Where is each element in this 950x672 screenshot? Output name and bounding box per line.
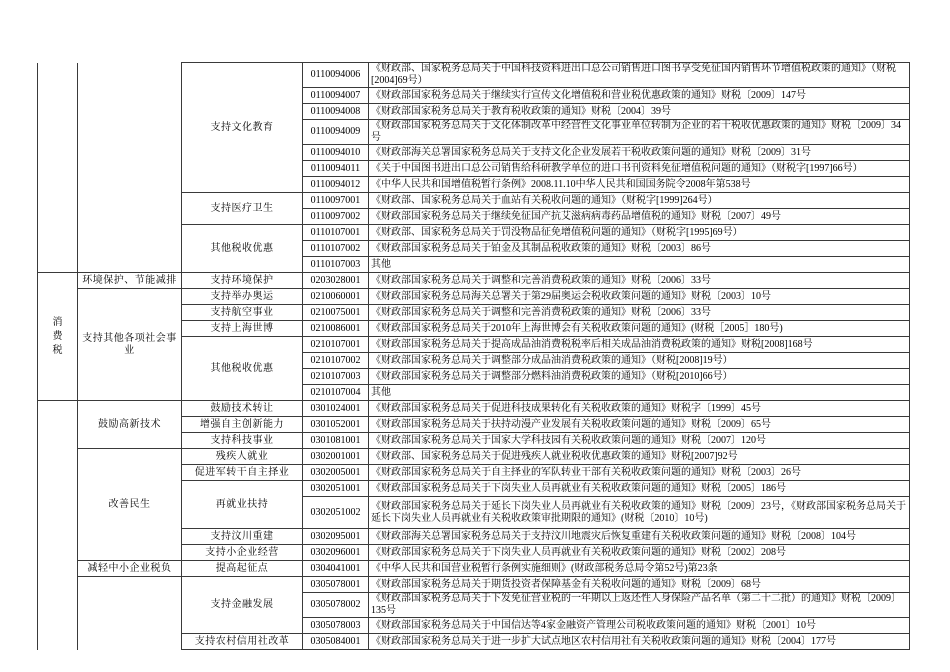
subcategory-cell <box>182 401 303 417</box>
table-row <box>38 273 910 289</box>
subcategory-cell-label: 支持举办奥运 <box>210 290 274 302</box>
code-cell: 0305084001 <box>303 634 369 650</box>
policy-basis-cell: 《财政部国家税务总局关于下发免征营业税的一年期以上返还性人身保险产品名单（第二十二批）的通知》财税〔2009〕135号 <box>369 593 910 618</box>
code-cell: 0110094009 <box>303 120 369 145</box>
subcategory-cell-label: 其他税收优惠 <box>210 362 274 374</box>
policy-basis-cell: 《财政部国家税务总局关于提高成品油消费税税率后相关成品油消费税政策的通知》财税[2008]168号 <box>369 337 910 353</box>
subcategory-cell <box>182 193 303 225</box>
code-cell: 0110094006 <box>303 63 369 88</box>
policy-basis-cell: 《财政部国家税务总局关于促进科技成果转化有关税收政策的通知》财税字〔1999〕45号 <box>369 401 910 417</box>
policy-basis-cell: 《财政部海关总署国家税务总局关于支持汶川地震灾后恢复重建有关税收政策问题的通知》财税〔2008〕104号 <box>369 529 910 545</box>
subcategory-cell-label: 促进军转干自主择业 <box>194 466 290 478</box>
code-cell: 0302096001 <box>303 545 369 561</box>
table-row <box>38 561 910 577</box>
subcategory-cell-label: 支持小企业经营 <box>205 546 279 558</box>
subcategory-cell <box>182 417 303 433</box>
subcategory-cell <box>182 577 303 634</box>
subcategory-cell <box>182 337 303 401</box>
subcategory-cell <box>182 273 303 289</box>
category-cell <box>78 63 182 273</box>
code-cell: 0305078001 <box>303 577 369 593</box>
category-cell <box>78 449 182 561</box>
policy-table <box>37 62 910 650</box>
code-cell: 0302051001 <box>303 481 369 497</box>
table-row <box>38 401 910 417</box>
code-cell: 0305078002 <box>303 593 369 618</box>
subcategory-cell <box>182 433 303 449</box>
policy-table-body <box>38 63 910 650</box>
policy-basis-cell: 《财政部国家税务总局关于教育税收政策的通知》财税〔2004〕39号 <box>369 104 910 120</box>
subcategory-cell <box>182 449 303 465</box>
policy-basis-cell: 《财政部国家税务总局关于下岗失业人员再就业有关税收政策问题的通知》财税〔2002〕208号 <box>369 545 910 561</box>
policy-basis-cell: 《财政部国家税务总局关于扶持动漫产业发展有关税收政策问题的通知》财税〔2009〕65号 <box>369 417 910 433</box>
policy-basis-cell: 《财政部国家税务总局关于国家大学科技园有关税收政策问题的通知》财税〔2007〕120号 <box>369 433 910 449</box>
code-cell: 0301081001 <box>303 433 369 449</box>
subcategory-cell-label: 增强自主创新能力 <box>200 418 284 430</box>
subcategory-cell-label: 鼓励技术转让 <box>210 402 274 414</box>
code-cell: 0302005001 <box>303 465 369 481</box>
code-cell: 0110094007 <box>303 88 369 104</box>
table-row <box>38 63 910 88</box>
code-cell: 0302001001 <box>303 449 369 465</box>
code-cell: 0210107002 <box>303 353 369 369</box>
policy-basis-cell: 《财政部国家税务总局海关总署关于第29届奥运会税收政策问题的通知》财税〔2003〕10号 <box>369 289 910 305</box>
subcategory-cell <box>182 545 303 561</box>
subcategory-cell <box>182 634 303 650</box>
subcategory-cell-label: 提高起征点 <box>215 562 269 574</box>
policy-basis-cell: 《财政部、国家税务总局关于中国科技资料进出口总公司销售进口图书享受免征国内销售环节增值税政策的通知》（财税[2004]69号） <box>369 63 910 88</box>
policy-basis-cell: 《财政部国家税务总局关于2010年上海世博会有关税收政策问题的通知》(财税［2005］180号) <box>369 321 910 337</box>
code-cell: 0110107003 <box>303 257 369 273</box>
category-cell-label: 支持其他各项社会事业 <box>82 332 177 356</box>
policy-basis-cell: 《财政部国家税务总局关于调整和完善消费税政策的通知》财税〔2006〕33号 <box>369 273 910 289</box>
table-row <box>38 577 910 593</box>
subcategory-cell <box>182 529 303 545</box>
code-cell: 0210060001 <box>303 289 369 305</box>
subcategory-cell <box>182 561 303 577</box>
policy-basis-cell: 《中华人民共和国增值税暂行条例》2008.11.10中华人民共和国国务院令2008年第538号 <box>369 177 910 193</box>
category-cell <box>78 401 182 449</box>
code-cell: 0210107003 <box>303 369 369 385</box>
policy-basis-cell: 《财政部国家税务总局关于继续实行宣传文化增值税和营业税优惠政策的通知》财税〔2009〕147号 <box>369 88 910 104</box>
subcategory-cell-label: 支持医疗卫生 <box>210 202 274 214</box>
policy-basis-cell: 《财政部、国家税务总局关于促进残疾人就业税收优惠政策的通知》财税[2007]92号 <box>369 449 910 465</box>
subcategory-cell-label: 支持汶川重建 <box>210 530 274 542</box>
subcategory-cell <box>182 63 303 193</box>
policy-basis-cell: 《财政部国家税务总局关于调整和完善消费税政策的通知》财税〔2006〕33号 <box>369 305 910 321</box>
subcategory-cell-label: 其他税收优惠 <box>210 242 274 254</box>
code-cell: 0110094012 <box>303 177 369 193</box>
code-cell: 0110094011 <box>303 161 369 177</box>
policy-basis-cell: 《财政部国家税务总局关于延长下岗失业人员再就业有关税收政策的通知》财税〔2009〕23号，《财政部国家税务总局关于延长下岗失业人员再就业有关税收政策审批期限的通知》(财税〔2010〕10号) <box>369 497 910 529</box>
code-cell: 0302095001 <box>303 529 369 545</box>
subcategory-cell <box>182 305 303 321</box>
policy-basis-cell: 《财政部国家税务总局关于文化体制改革中经营性文化事业单位转制为企业的若干税收优惠政策的通知》财税〔2009〕34号 <box>369 120 910 145</box>
subcategory-cell <box>182 225 303 273</box>
tax-type-cell <box>38 273 78 401</box>
code-cell: 0110107002 <box>303 241 369 257</box>
policy-basis-cell: 《财政部国家税务总局关于中国信达等4家金融资产管理公司税收政策问题的通知》财税〔2001〕10号 <box>369 618 910 634</box>
code-cell: 0305078003 <box>303 618 369 634</box>
subcategory-cell-label: 支持金融发展 <box>210 599 274 610</box>
category-cell <box>78 577 182 650</box>
policy-basis-cell: 《财政部国家税务总局关于调整部分燃料油消费税政策的通知》（财税[2010]66号） <box>369 369 910 385</box>
category-cell-label: 减轻中小企业税负 <box>87 562 172 574</box>
policy-basis-cell: 《财政部国家税务总局关于铂金及其制品税收政策的通知》财税〔2003〕86号 <box>369 241 910 257</box>
category-cell-label: 鼓励高新技术 <box>98 418 161 430</box>
policy-basis-cell: 《关于中国图书进出口总公司销售给科研教学单位的进口书刊资料免征增值税问题的通知》（财税字[1997]66号） <box>369 161 910 177</box>
code-cell: 0301024001 <box>303 401 369 417</box>
table-row <box>38 289 910 305</box>
policy-basis-cell: 《财政部国家税务总局关于自主择业的军队转业干部有关税收政策问题的通知》财税〔2003〕26号 <box>369 465 910 481</box>
category-cell <box>78 273 182 289</box>
code-cell: 0110094008 <box>303 104 369 120</box>
tax-type-cell-label: 消费税 <box>52 316 63 356</box>
policy-basis-cell: 其他 <box>369 257 910 273</box>
policy-basis-cell: 《财政部国家税务总局关于下岗失业人员再就业有关税收政策问题的通知》财税〔2005〕186号 <box>369 481 910 497</box>
category-cell-label: 改善民生 <box>108 498 151 510</box>
subcategory-cell-label: 残疾人就业 <box>215 450 269 462</box>
code-cell: 0210107001 <box>303 337 369 353</box>
code-cell: 0210107004 <box>303 385 369 401</box>
policy-basis-cell: 《财政部国家税务总局关于调整部分成品油消费税政策的通知》（财税[2008]19号） <box>369 353 910 369</box>
tax-type-cell <box>38 401 78 650</box>
subcategory-cell <box>182 481 303 529</box>
code-cell: 0110097001 <box>303 193 369 209</box>
subcategory-cell-label: 支持农村信用社改革 <box>194 635 290 647</box>
subcategory-cell <box>182 465 303 481</box>
category-cell <box>78 561 182 577</box>
subcategory-cell <box>182 321 303 337</box>
policy-basis-cell: 《中华人民共和国营业税暂行条例实施细则》(财政部税务总局令第52号)第23条 <box>369 561 910 577</box>
subcategory-cell-label: 支持环境保护 <box>210 274 274 286</box>
subcategory-cell-label: 支持文化教育 <box>210 121 274 133</box>
subcategory-cell-label: 支持上海世博 <box>210 322 274 334</box>
subcategory-cell <box>182 289 303 305</box>
category-cell <box>78 289 182 401</box>
code-cell: 0304041001 <box>303 561 369 577</box>
code-cell: 0203028001 <box>303 273 369 289</box>
code-cell: 0301052001 <box>303 417 369 433</box>
subcategory-cell-label: 支持航空事业 <box>210 306 274 318</box>
category-cell-label: 环境保护、节能减排 <box>82 274 177 286</box>
code-cell: 0110094010 <box>303 145 369 161</box>
code-cell: 0210075001 <box>303 305 369 321</box>
subcategory-cell-label: 再就业扶持 <box>215 498 269 510</box>
tax-type-cell <box>38 63 78 273</box>
policy-basis-cell: 《财政部国家税务总局关于继续免征国产抗艾滋病病毒药品增值税的通知》财税〔2007〕49号 <box>369 209 910 225</box>
policy-basis-cell: 《财政部、国家税务总局关于罚没物品征免增值税问题的通知》（财税字[1995]69号） <box>369 225 910 241</box>
subcategory-cell-label: 支持科技事业 <box>210 434 274 446</box>
policy-basis-cell: 《财政部、国家税务总局关于血站有关税收问题的通知》（财税字[1999]264号） <box>369 193 910 209</box>
table-row <box>38 449 910 465</box>
policy-basis-cell: 《财政部国家税务总局关于期货投资者保障基金有关税收问题的通知》财税〔2009〕68号 <box>369 577 910 593</box>
code-cell: 0210086001 <box>303 321 369 337</box>
policy-basis-cell: 《财政部国家税务总局关于进一步扩大试点地区农村信用社有关税收政策问题的通知》财税〔2004〕177号 <box>369 634 910 650</box>
code-cell: 0110107001 <box>303 225 369 241</box>
policy-basis-cell: 其他 <box>369 385 910 401</box>
code-cell: 0110097002 <box>303 209 369 225</box>
policy-basis-cell: 《财政部海关总署国家税务总局关于支持文化企业发展若干税收政策问题的通知》财税〔2009〕31号 <box>369 145 910 161</box>
code-cell: 0302051002 <box>303 497 369 529</box>
